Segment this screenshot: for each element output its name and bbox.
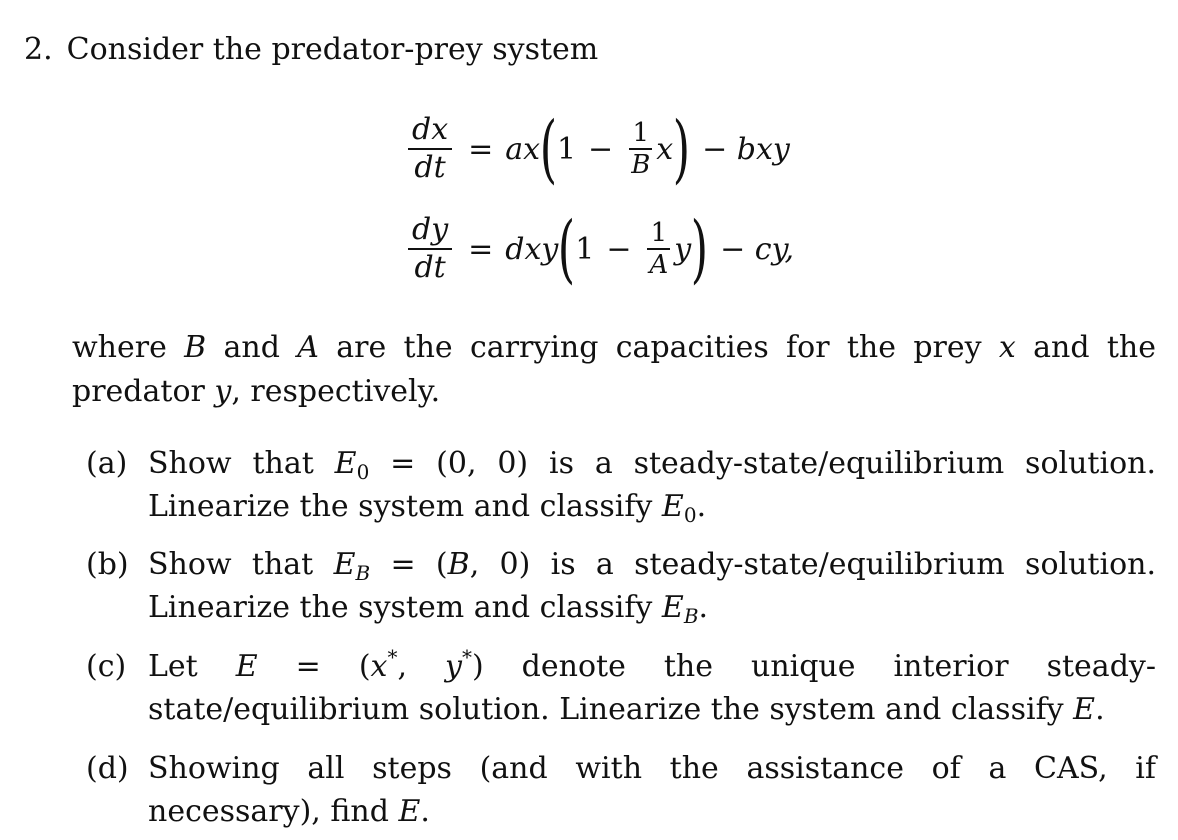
part-b [86,543,1156,629]
problem-heading [24,30,598,70]
problem-number: 2. [24,32,53,67]
inner-fraction: $\frac{1}{B}$ [631,118,651,180]
part-label: (d) [86,751,129,786]
part-c [86,645,1156,731]
right-paren: ) [672,106,691,192]
part-body: Show that $E_B = (B$, 0) is a steady-state/equilibrium solution. Linearize the system and classify $E_B$. [148,547,1156,628]
equation-system [404,104,924,304]
lhs-fraction: $\frac{dy}{dt}$ [408,213,452,285]
problem-intro: Consider the predator-prey system [66,32,599,67]
where-paragraph: where B and A are the carrying capacities for the prey x and the predator y, respectively. [72,330,1156,409]
right-paren: ) [690,206,709,292]
equation-dx-dt: $\frac{dx}{dt}$ = ax ( 1 − $\frac{1}{B}$ x ) − bxy [404,104,790,194]
inner-fraction: $\frac{1}{A}$ [649,218,669,280]
part-label: (c) [86,649,127,684]
part-label: (a) [86,446,128,481]
left-paren: ( [539,106,558,192]
part-body: Show that $E_0 = (0$, 0) is a steady-state/equilibrium solution. Linearize the system and classify $E_0$. [148,446,1156,527]
part-d [86,747,1156,833]
lhs-fraction: $\frac{dx}{dt}$ [408,113,452,185]
part-label: (b) [86,547,129,582]
equation-dy-dt: $\frac{dy}{dt}$ = dxy ( 1 − $\frac{1}{A}$ y ) − cy, [404,204,794,294]
left-paren: ( [558,206,576,292]
part-a [86,442,1156,528]
part-body: Let E = (x*, y*) denote the unique interior steady-state/equilibrium solution. Linearize the system and classify E. [148,645,1156,727]
part-body: Showing all steps (and with the assistance of a CAS, if necessary), find E. [148,751,1156,829]
